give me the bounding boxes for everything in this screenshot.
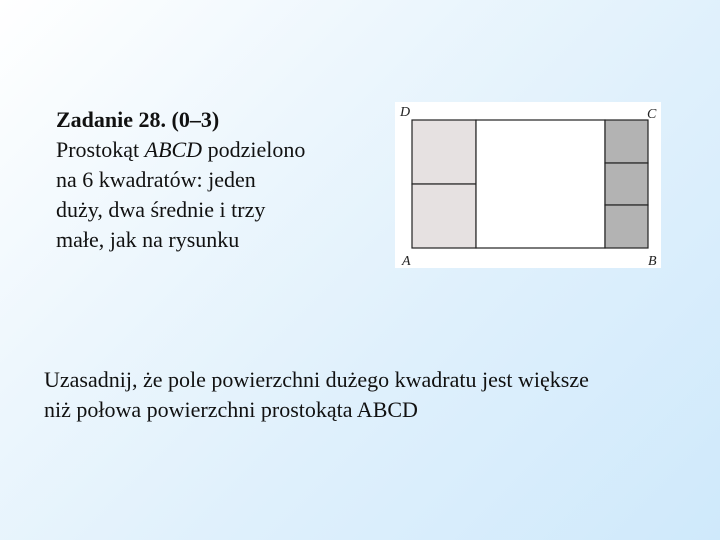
vertex-label-a: A (402, 254, 411, 269)
vertex-label-c: C (647, 107, 657, 122)
rectangle-name: ABCD (144, 137, 203, 162)
task-line-2: na 6 kwadratów: jeden (56, 167, 256, 192)
rectangle-figure (393, 100, 663, 270)
small-square-1 (605, 120, 648, 163)
task-line-4: małe, jak na rysunku (56, 227, 240, 252)
question-line-1: Uzasadnij, że pole powierzchni dużego kwadratu jest większe (44, 367, 589, 392)
medium-square-bottom (412, 184, 476, 248)
task-statement (56, 105, 356, 255)
task-line-1-suffix: podzielono (202, 137, 306, 162)
task-line-3: duży, dwa średnie i trzy (56, 197, 266, 222)
vertex-label-d: D (400, 105, 411, 120)
question-line-2: niż połowa powierzchni prostokąta ABCD (44, 397, 418, 422)
small-square-3 (605, 205, 648, 248)
medium-square-top (412, 120, 476, 184)
task-line-1 (56, 135, 356, 165)
task-title: Zadanie 28. (0–3) (56, 107, 220, 132)
question-text (44, 365, 684, 425)
task-line-1-prefix: Prostokąt (56, 137, 145, 162)
vertex-label-b: B (648, 254, 657, 269)
rectangle-diagram (393, 100, 663, 270)
small-square-2 (605, 163, 648, 205)
large-square (476, 120, 605, 248)
